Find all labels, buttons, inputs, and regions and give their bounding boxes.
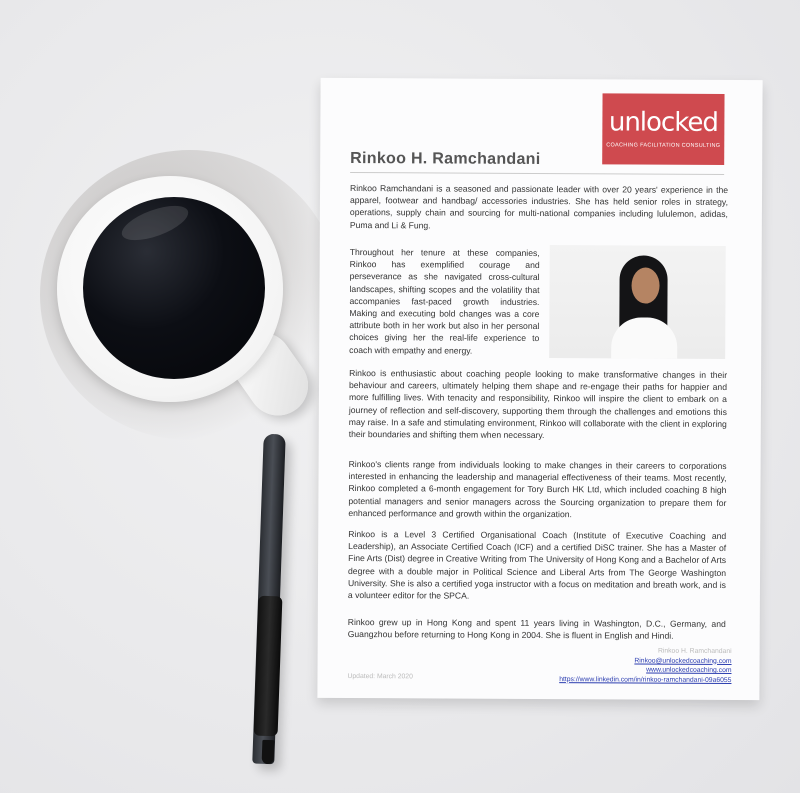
person-name: Rinkoo H. Ramchandani — [350, 150, 541, 168]
bio-paragraph-3: Rinkoo is enthusiastic about coaching people looking to make transformative changes in their behaviour and careers, ultimately helping them shape and re-engage their paths for happier and more fulfilling lives. With tenacity and responsibility, Rinkoo will inspire the client to embark on a journey of reflection and self-discovery, supporting them through the challenges and emotions this may raise. In a safe and stimulating environment, Rinkoo will collaborate with the client in exploring their boundaries and shifting them when necessary. — [348, 368, 728, 441]
bio-paragraph-5: Rinkoo is a Level 3 Certified Organisational Coach (Institute of Executive Coaching and Leadership), an Associate Certified Coach (ICF) and a certified DiSC trainer. She has a Master of Fine Arts (Dist) degree in Creative Writing from The University of Hong Kong and a Bachelor of Arts degree with a double major in Political Science and Liberal Arts from The George Washington University. She is also a certified yoga instructor with a focus on meditation and breath work, and is a volunteer editor for the SPCA. — [347, 528, 727, 601]
portrait-shirt — [611, 317, 677, 359]
updated-date: Updated: March 2020 — [347, 672, 413, 681]
email-link[interactable]: Rinkoo@unlockedcoaching.com — [634, 656, 732, 665]
bio-paragraph-6: Rinkoo grew up in Hong Kong and spent 11 years living in Washington, D.C., Germany, and Guangzhou before returning to Hong Kong in 2004. She is fluent in English and Hindi. — [347, 616, 726, 641]
unlocked-logo — [602, 93, 724, 165]
bio-paragraph-2: Throughout her tenure at these companies, Rinkoo has exemplified courage and perseverance as she navigated cross-cultural landscapes, shifting scopes and the volatility that accompanies fast-paced growth industries. Making and executing bold changes was a core attribute both in her work but also in her personal choices giving her the real-life experience to coach with empathy and energy. — [349, 247, 540, 356]
bio-paragraph-1: Rinkoo Ramchandani is a seasoned and passionate leader with over 20 years' experience in the apparel, footwear and handbag/ accessories industries. She has held senior roles in strategy, operations, supply chain and sourcing for multi-national companies including lululemon, adidas, Puma and Li & Fung. — [349, 183, 729, 231]
title-divider — [350, 172, 724, 175]
pen-tip — [262, 740, 275, 764]
logo-tagline: COACHING FACILITATION CONSULTING — [606, 142, 721, 149]
portrait-photo — [549, 245, 726, 359]
logo-wordmark: unlocked — [608, 107, 718, 138]
linkedin-link[interactable]: https://www.linkedin.com/in/rinkoo-ramchandani-09a6055 — [559, 675, 732, 684]
footer-name: Rinkoo H. Ramchandani — [657, 647, 732, 656]
website-link[interactable]: www.unlockedcoaching.com — [646, 666, 732, 675]
pen-grip — [254, 596, 283, 737]
portrait-face — [631, 267, 659, 303]
bio-document — [317, 78, 762, 700]
bio-paragraph-4: Rinkoo's clients range from individuals looking to make changes in their careers to corporations interested in enhancing the leadership and managerial effectiveness of their teams. Most recently, Rinkoo completed a 6-month engagement for Tory Burch HK Ltd, which included coaching 8 high potential managers and senior managers across the Sourcing organization to prepare them for enhanced performance and growth within the organization. — [348, 458, 727, 519]
